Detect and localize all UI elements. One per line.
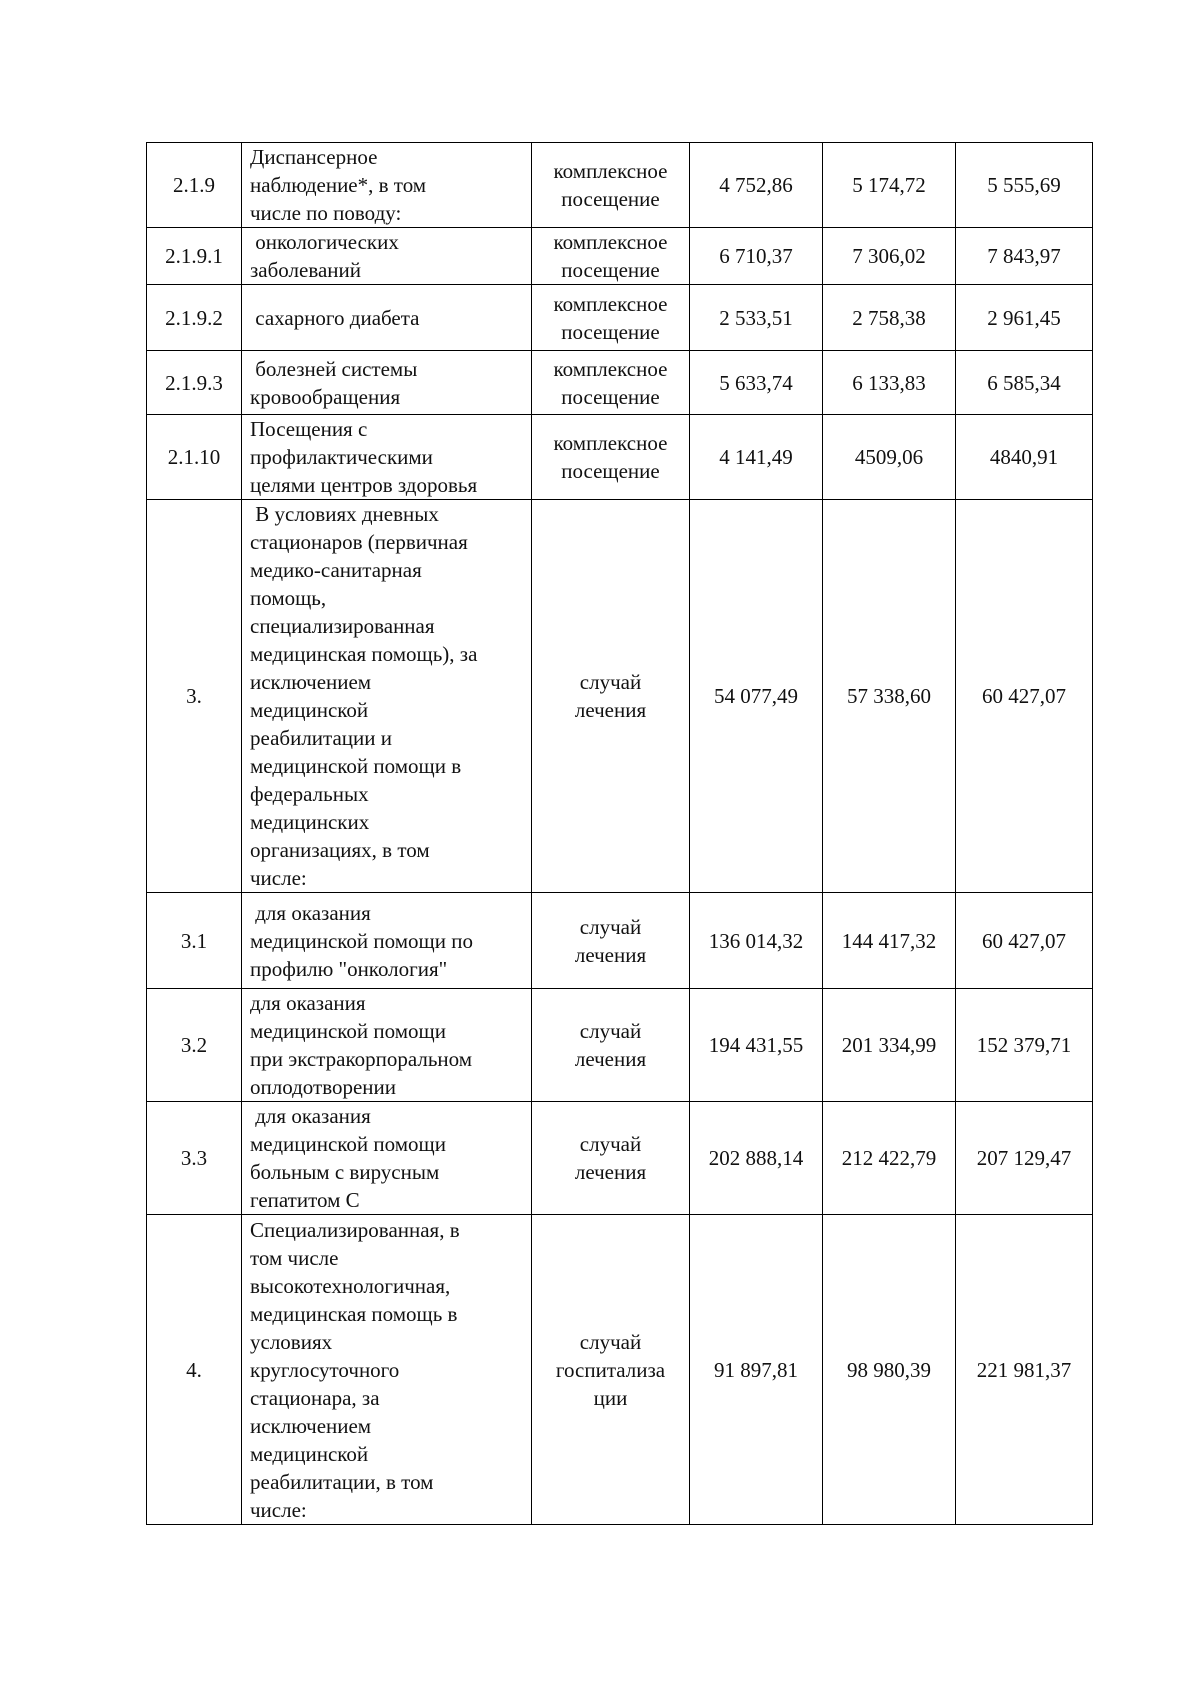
table-row [147,351,1093,415]
tariff-table [146,142,1093,1525]
table-row [147,893,1093,989]
row-name: для оказания медицинской помощи по профилю "онкология" [242,893,532,989]
row-value-1: 54 077,49 [690,500,823,893]
table-row [147,500,1093,893]
row-number: 2.1.9.3 [147,351,242,415]
row-value-2: 2 758,38 [823,285,956,351]
row-value-3: 60 427,07 [956,500,1093,893]
row-value-1: 91 897,81 [690,1215,823,1525]
row-value-2: 98 980,39 [823,1215,956,1525]
row-name: В условиях дневных стационаров (первичная медико-санитарная помощь, специализированная медицинская помощь), за исключением медицинской реабилитации и медицинской помощи в федеральных медицинских организациях, в том числе: [242,500,532,893]
row-name: сахарного диабета [242,285,532,351]
table-row [147,1102,1093,1215]
row-value-2: 5 174,72 [823,143,956,228]
row-number: 3. [147,500,242,893]
row-value-3: 207 129,47 [956,1102,1093,1215]
table-row [147,228,1093,285]
row-value-3: 6 585,34 [956,351,1093,415]
row-unit: комплексное посещение [532,415,690,500]
row-value-2: 6 133,83 [823,351,956,415]
row-value-1: 4 752,86 [690,143,823,228]
row-value-1: 4 141,49 [690,415,823,500]
row-value-2: 212 422,79 [823,1102,956,1215]
row-number: 4. [147,1215,242,1525]
row-value-3: 2 961,45 [956,285,1093,351]
row-value-3: 7 843,97 [956,228,1093,285]
row-unit: случай лечения [532,1102,690,1215]
row-number: 2.1.9.1 [147,228,242,285]
row-value-2: 7 306,02 [823,228,956,285]
row-value-1: 194 431,55 [690,989,823,1102]
row-name: Диспансерное наблюдение*, в том числе по поводу: [242,143,532,228]
row-value-3: 60 427,07 [956,893,1093,989]
row-unit: случай лечения [532,989,690,1102]
row-number: 3.2 [147,989,242,1102]
row-value-3: 5 555,69 [956,143,1093,228]
row-number: 3.3 [147,1102,242,1215]
row-number: 3.1 [147,893,242,989]
row-value-2: 201 334,99 [823,989,956,1102]
row-value-1: 6 710,37 [690,228,823,285]
row-unit: случай лечения [532,893,690,989]
row-name: Посещения с профилактическими целями центров здоровья [242,415,532,500]
table-row [147,415,1093,500]
row-number: 2.1.9 [147,143,242,228]
row-unit: комплексное посещение [532,228,690,285]
row-value-2: 57 338,60 [823,500,956,893]
table-row [147,1215,1093,1525]
row-number: 2.1.9.2 [147,285,242,351]
row-name: Специализированная, в том числе высокотехнологичная, медицинская помощь в условиях круглосуточного стационара, за исключением медицинской реабилитации, в том числе: [242,1215,532,1525]
row-name: для оказания медицинской помощи при экстракорпоральном оплодотворении [242,989,532,1102]
table-row [147,989,1093,1102]
row-value-1: 2 533,51 [690,285,823,351]
row-name: для оказания медицинской помощи больным с вирусным гепатитом С [242,1102,532,1215]
row-unit: комплексное посещение [532,285,690,351]
row-value-1: 5 633,74 [690,351,823,415]
row-name: онкологических заболеваний [242,228,532,285]
row-value-3: 221 981,37 [956,1215,1093,1525]
row-unit: случай госпитализа ции [532,1215,690,1525]
row-unit: случай лечения [532,500,690,893]
row-value-1: 202 888,14 [690,1102,823,1215]
row-name: болезней системы кровообращения [242,351,532,415]
row-value-2: 144 417,32 [823,893,956,989]
row-value-1: 136 014,32 [690,893,823,989]
row-value-3: 4840,91 [956,415,1093,500]
row-value-3: 152 379,71 [956,989,1093,1102]
row-unit: комплексное посещение [532,143,690,228]
table-row [147,285,1093,351]
row-value-2: 4509,06 [823,415,956,500]
table-row [147,143,1093,228]
row-number: 2.1.10 [147,415,242,500]
row-unit: комплексное посещение [532,351,690,415]
